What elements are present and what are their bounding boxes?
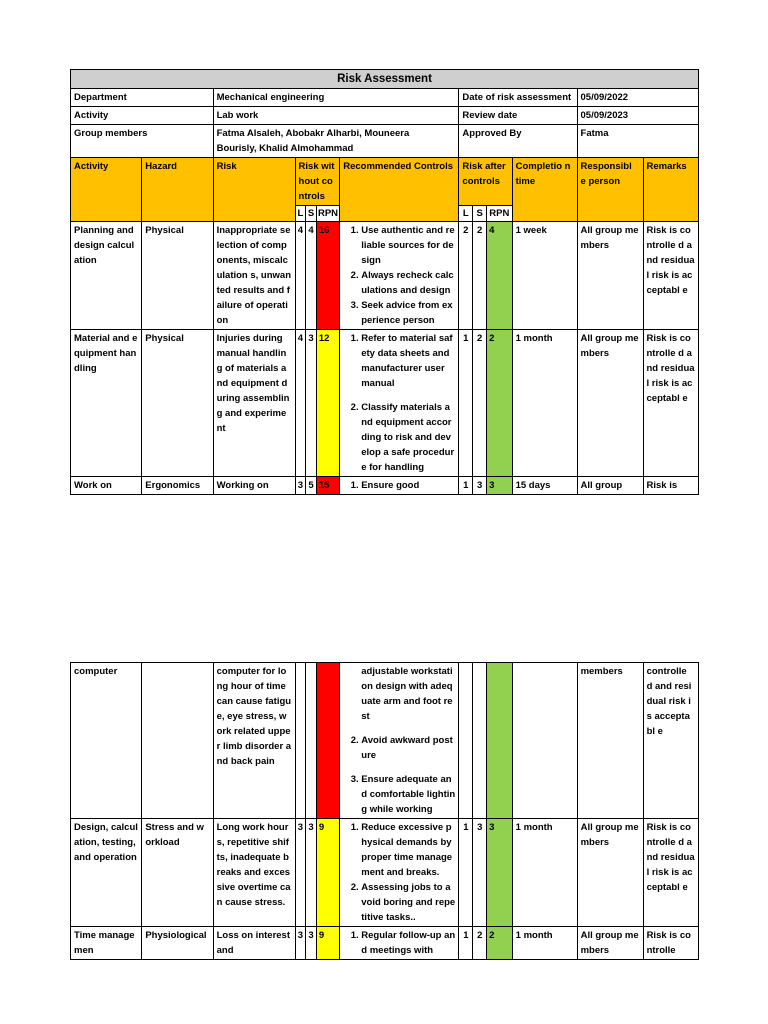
row-controls [340,222,459,330]
row-severity-after: 2 [473,330,487,477]
row-completion [512,663,577,819]
header-remarks: Remarks [643,158,699,222]
risk-table-page-1 [70,69,699,524]
row-severity-after: 3 [473,477,487,495]
row-completion: 1 month [512,819,577,927]
row-controls [340,330,459,477]
row-rpn [316,663,339,819]
row-likelihood-after: 1 [459,819,473,927]
header-rpn-after: RPN [487,206,513,222]
header-s: S [306,206,317,222]
header-risk-after-controls: Risk after controls [459,158,512,206]
row-activity: Work on [71,477,142,495]
date-label: Date of risk assessment [459,89,577,107]
header-hazard: Hazard [142,158,213,222]
activity-value: Lab work [213,107,459,125]
row-rpn: 9 [316,927,339,960]
row-risk: Long work hours, repetitive shifts, inadequate breaks and excessive overtime can cause stress. [213,819,295,927]
row-completion: 1 week [512,222,577,330]
row-hazard: Physiological [142,927,213,960]
row-severity: 5 [306,477,317,495]
row-severity-after: 3 [473,819,487,927]
row-rpn-after: 3 [487,819,513,927]
row-likelihood-after: 1 [459,477,473,495]
row-completion: 15 days [512,477,577,495]
activity-label: Activity [71,107,214,125]
row-controls [340,663,459,819]
risk-table-page-2 [70,662,699,1024]
row-severity: 3 [306,927,317,960]
row-hazard: Ergonomics [142,477,213,495]
department-label: Department [71,89,214,107]
row-responsible: All group [577,477,643,495]
date-value: 05/09/2022 [577,89,698,107]
row-activity: Material and equipment handling [71,330,142,477]
control-continuation: adjustable workstation design with adequate arm and foot rest [361,666,453,722]
header-completion-time: Completio n time [512,158,577,222]
control-item: 1. Regular follow-up and meetings with [361,928,455,958]
row-responsible: All group members [577,222,643,330]
row-risk: Working on [213,477,295,495]
header-l: L [295,206,306,222]
control-item: 3. Seek advice from experience person [361,298,455,328]
table-row [71,330,699,477]
header-activity: Activity [71,158,142,222]
control-item: 1. Refer to material safety data sheets and manufacturer user manual [361,331,455,391]
row-rpn-after: 2 [487,330,513,477]
header-s-after: S [473,206,487,222]
header-l-after: L [459,206,473,222]
header-rpn: RPN [316,206,339,222]
row-likelihood [295,663,306,819]
control-item: 2. Assessing jobs to avoid boring and repetitive tasks.. [361,880,455,925]
row-remarks: Risk is [643,477,699,495]
row-likelihood: 3 [295,477,306,495]
row-controls [340,927,459,960]
row-activity: Time managemen [71,927,142,960]
row-remarks: Risk is controlle d and residual risk is acceptabl e [643,222,699,330]
row-likelihood: 4 [295,330,306,477]
row-likelihood-after [459,663,473,819]
row-rpn: 16 [316,222,339,330]
row-responsible: members [577,663,643,819]
members-label: Group members [71,125,214,158]
row-severity-after: 2 [473,927,487,960]
row-completion: 1 month [512,330,577,477]
row-rpn-after: 4 [487,222,513,330]
row-risk: Injuries during manual handling of materials and equipment during assembling and experiment [213,330,295,477]
row-remarks: Risk is controlle [643,927,698,960]
row-remarks: Risk is controlle d and residual risk is acceptabl e [643,330,699,477]
row-activity: Planning and design calculation [71,222,142,330]
row-controls [340,819,459,927]
row-hazard: Physical [142,222,213,330]
risk-assessment-table-continued [70,662,699,960]
row-severity: 4 [306,222,317,330]
row-likelihood: 3 [295,927,306,960]
row-responsible: All group members [577,819,643,927]
approved-value: Fatma [577,125,698,158]
review-value: 05/09/2023 [577,107,698,125]
row-remarks: Risk is controlle d and residual risk is acceptabl e [643,819,698,927]
risk-assessment-table [70,69,699,495]
header-risk: Risk [213,158,295,222]
row-responsible: All group members [577,927,643,960]
row-severity-after [473,663,487,819]
row-likelihood-after: 2 [459,222,473,330]
row-rpn-after: 2 [487,927,513,960]
control-item: 2. Classify materials and equipment according to risk and develop a safe procedure for handling [361,400,455,475]
table-row [71,927,699,960]
control-item: 1. Use authentic and reliable sources for design [361,223,455,268]
row-remarks: controlle d and residual risk is acceptabl e [643,663,698,819]
row-controls [340,477,459,495]
row-likelihood: 4 [295,222,306,330]
table-row [71,477,699,495]
control-item: 1. Ensure good [361,478,455,493]
row-likelihood-after: 1 [459,330,473,477]
department-value: Mechanical engineering [213,89,459,107]
table-row [71,819,699,927]
row-likelihood-after: 1 [459,927,473,960]
row-rpn-after [487,663,513,819]
row-hazard: Physical [142,330,213,477]
row-rpn: 9 [316,819,339,927]
header-risk-without-controls: Risk without controls [295,158,340,206]
row-rpn-after: 3 [487,477,513,495]
header-responsible-person: Responsibl e person [577,158,643,222]
row-rpn: 15 [316,477,339,495]
table-row [71,663,699,819]
control-item: 1. Reduce excessive physical demands by proper time management and breaks. [361,820,455,880]
row-rpn: 12 [316,330,339,477]
review-label: Review date [459,107,577,125]
row-activity: Design, calculation, testing, and operation [71,819,142,927]
row-hazard [142,663,213,819]
table-row [71,222,699,330]
members-value: Fatma Alsaleh, Abobakr Alharbi, Mouneera Bourisly, Khalid Almohammad [213,125,459,158]
row-risk: Inappropriate selection of components, miscalculation s, unwanted results and failure of operation [213,222,295,330]
row-risk: computer for long hour of time can cause fatigue, eye stress, work related upper limb disorder and back pain [213,663,295,819]
row-severity: 3 [306,330,317,477]
row-risk: Loss on interest and [213,927,295,960]
control-item: 2. Avoid awkward posture [361,733,455,763]
row-responsible: All group members [577,330,643,477]
control-item: 2. Always recheck calculations and design [361,268,455,298]
row-likelihood: 3 [295,819,306,927]
control-item: 3. Ensure adequate and comfortable lighting while working [361,772,455,817]
row-completion: 1 month [512,927,577,960]
row-hazard: Stress and workload [142,819,213,927]
row-severity: 3 [306,819,317,927]
row-activity: computer [71,663,142,819]
row-severity-after: 2 [473,222,487,330]
approved-label: Approved By [459,125,577,158]
table-title: Risk Assessment [71,70,699,89]
header-recommended-controls: Recommended Controls [340,158,459,222]
row-severity [306,663,317,819]
